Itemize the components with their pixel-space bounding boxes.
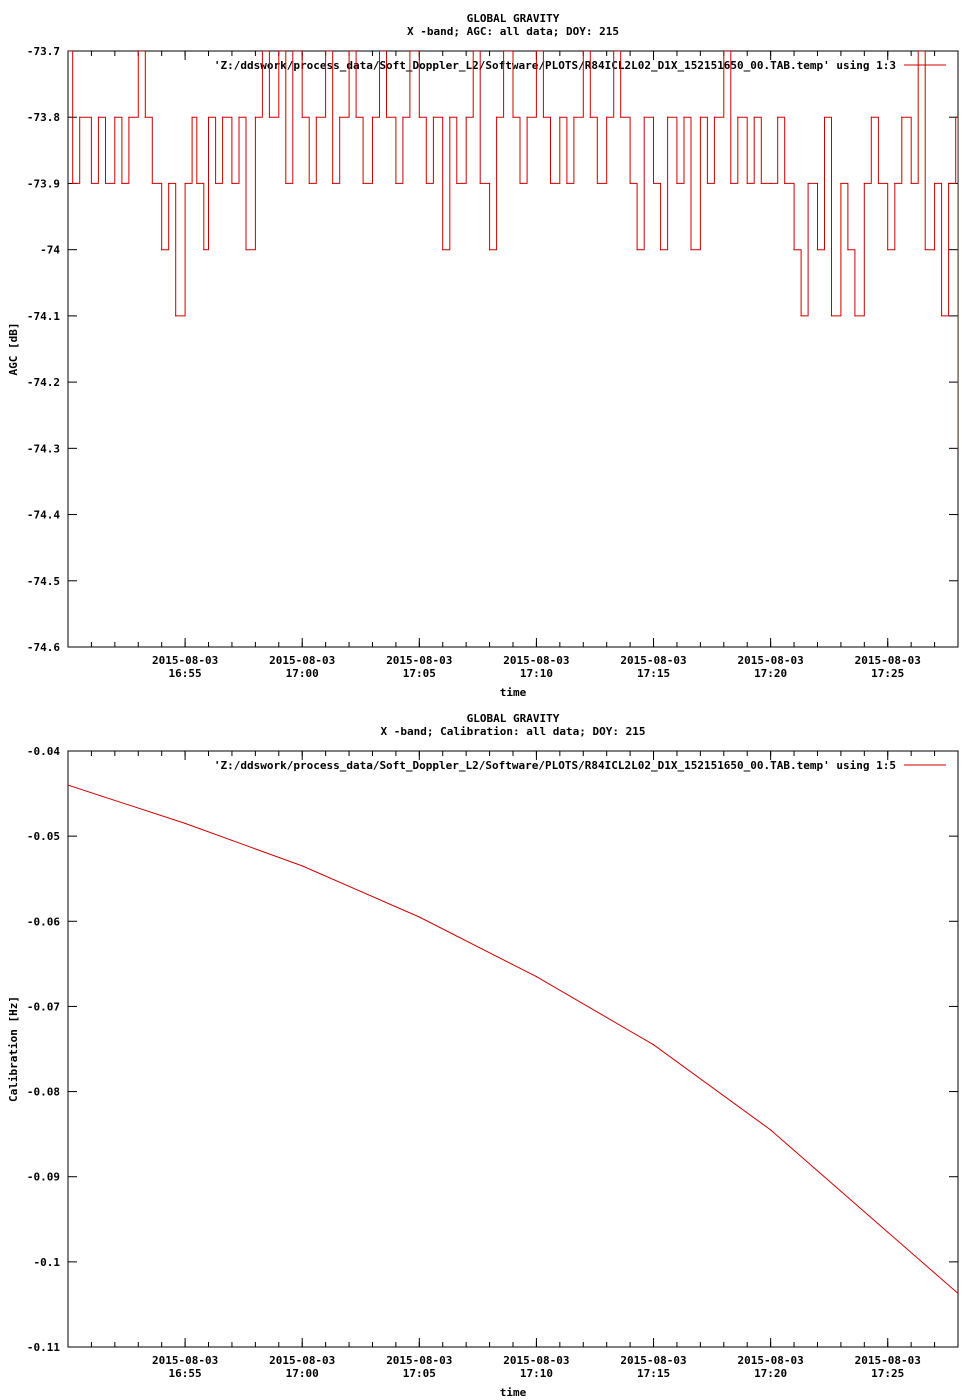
- data-point: [222, 117, 223, 118]
- data-point: [128, 117, 129, 118]
- data-point: [363, 183, 364, 184]
- data-point: [339, 117, 340, 118]
- data-point: [185, 183, 186, 184]
- data-point: [285, 183, 286, 184]
- legend-label: 'Z:/ddswork/process_data/Soft_Doppler_L2/Software/PLOTS/R84ICL2L02_D1X_152151650_00.TAB.temp' using 1:3: [213, 59, 896, 72]
- data-point: [690, 249, 691, 250]
- data-point: [91, 183, 92, 184]
- y-tick-label: -0.1: [33, 1255, 60, 1269]
- y-tick-label: -74.2: [26, 376, 60, 390]
- data-point: [145, 117, 146, 118]
- data-point: [302, 117, 303, 118]
- data-point: [419, 916, 420, 917]
- data-point: [208, 117, 209, 118]
- x-tick-date-label: 2015-08-03: [269, 654, 336, 667]
- chart-title: GLOBAL GRAVITY: [466, 712, 560, 725]
- y-tick-label: -73.7: [26, 45, 60, 58]
- data-point: [519, 183, 520, 184]
- data-point: [309, 183, 310, 184]
- data-point: [597, 183, 598, 184]
- x-axis-label: time: [499, 686, 527, 699]
- data-point: [934, 183, 935, 184]
- data-point: [777, 117, 778, 118]
- data-point: [98, 117, 99, 118]
- data-point: [941, 315, 942, 316]
- data-point: [901, 117, 902, 118]
- data-point: [887, 249, 888, 250]
- x-tick-time-label: 17:15: [636, 1367, 671, 1380]
- data-point: [196, 183, 197, 184]
- data-point: [761, 183, 762, 184]
- data-point: [121, 183, 122, 184]
- data-point: [79, 117, 80, 118]
- data-point: [175, 315, 176, 316]
- y-tick-label: -73.8: [26, 111, 60, 125]
- x-tick-date-label: 2015-08-03: [854, 1354, 921, 1367]
- x-tick-date-label: 2015-08-03: [386, 1354, 453, 1367]
- series-line: [68, 785, 958, 1293]
- chart-1: [7, 12, 959, 699]
- data-point: [168, 183, 169, 184]
- x-tick-time-label: 17:25: [871, 1367, 905, 1380]
- data-point: [894, 183, 895, 184]
- x-tick-date-label: 2015-08-03: [620, 654, 687, 667]
- chart-subtitle: X -band; AGC: all data; DOY: 215: [407, 25, 619, 38]
- data-point: [105, 183, 106, 184]
- x-tick-date-label: 2015-08-03: [854, 654, 921, 667]
- x-tick-time-label: 16:55: [168, 1367, 202, 1380]
- data-point: [395, 183, 396, 184]
- data-point: [255, 117, 256, 118]
- x-tick-time-label: 17:25: [871, 667, 905, 680]
- data-point: [269, 117, 270, 118]
- data-point: [316, 117, 317, 118]
- data-point: [955, 117, 956, 118]
- data-point: [808, 183, 809, 184]
- data-point: [231, 183, 232, 184]
- y-tick-label: -0.09: [26, 1170, 60, 1184]
- data-point: [245, 249, 246, 250]
- data-point: [161, 249, 162, 250]
- data-point: [512, 117, 513, 118]
- data-point: [854, 315, 855, 316]
- data-point: [683, 117, 684, 118]
- data-point: [526, 117, 527, 118]
- data-point: [644, 117, 645, 118]
- y-axis-label: Calibration [Hz]: [7, 996, 20, 1102]
- y-tick-label: -73.9: [26, 177, 60, 191]
- legend-label: 'Z:/ddswork/process_data/Soft_Doppler_L2/Software/PLOTS/R84ICL2L02_D1X_152151650_00.TAB.temp' using 1:5: [213, 759, 896, 772]
- data-point: [871, 117, 872, 118]
- y-tick-label: -0.04: [26, 745, 60, 758]
- x-tick-time-label: 17:10: [519, 667, 553, 680]
- y-tick-label: -0.05: [26, 830, 60, 844]
- chart-title: GLOBAL GRAVITY: [466, 12, 560, 25]
- data-point: [466, 117, 467, 118]
- data-point: [700, 117, 701, 118]
- data-point: [676, 183, 677, 184]
- x-tick-time-label: 17:20: [754, 667, 788, 680]
- plot-frame: [68, 751, 958, 1347]
- data-point: [480, 183, 481, 184]
- data-point: [606, 117, 607, 118]
- data-point: [114, 117, 115, 118]
- y-tick-label: -0.07: [26, 1000, 60, 1014]
- data-point: [784, 183, 785, 184]
- data-point: [456, 183, 457, 184]
- data-point: [238, 117, 239, 118]
- data-point: [419, 117, 420, 118]
- data-point: [653, 1044, 654, 1045]
- x-tick-date-label: 2015-08-03: [503, 1354, 570, 1367]
- x-tick-time-label: 17:05: [402, 1367, 436, 1380]
- x-tick-time-label: 17:00: [285, 1367, 319, 1380]
- data-point: [332, 183, 333, 184]
- y-tick-label: -74.4: [26, 508, 60, 522]
- data-point: [911, 183, 912, 184]
- x-tick-date-label: 2015-08-03: [269, 1354, 336, 1367]
- x-tick-date-label: 2015-08-03: [620, 1354, 687, 1367]
- data-point: [573, 117, 574, 118]
- data-point: [215, 183, 216, 184]
- x-axis-label: time: [499, 1386, 527, 1399]
- data-point: [707, 183, 708, 184]
- data-point: [800, 315, 801, 316]
- data-point: [817, 249, 818, 250]
- data-point: [840, 183, 841, 184]
- x-tick-date-label: 2015-08-03: [151, 1354, 219, 1367]
- y-axis-label: AGC [dB]: [7, 322, 20, 376]
- data-point: [442, 249, 443, 250]
- data-point: [72, 183, 73, 184]
- data-point: [550, 183, 551, 184]
- data-point: [355, 117, 356, 118]
- data-point: [925, 249, 926, 250]
- x-tick-time-label: 17:00: [285, 667, 319, 680]
- data-point: [152, 183, 153, 184]
- data-point: [637, 249, 638, 250]
- data-point: [653, 183, 654, 184]
- data-point: [630, 183, 631, 184]
- data-point: [730, 183, 731, 184]
- data-point: [831, 315, 832, 316]
- x-tick-time-label: 17:10: [519, 1367, 553, 1380]
- data-point: [878, 183, 879, 184]
- data-point: [543, 117, 544, 118]
- y-tick-label: -74: [40, 243, 60, 257]
- x-tick-time-label: 16:55: [168, 667, 202, 680]
- data-point: [824, 117, 825, 118]
- x-tick-time-label: 17:20: [754, 1367, 788, 1380]
- data-point: [747, 183, 748, 184]
- data-point: [496, 117, 497, 118]
- data-point: [386, 117, 387, 118]
- y-tick-label: -74.1: [26, 309, 60, 323]
- data-point: [948, 183, 949, 184]
- data-point: [433, 117, 434, 118]
- chart-subtitle: X -band; Calibration: all data; DOY: 215: [380, 725, 646, 738]
- data-point: [559, 117, 560, 118]
- data-point: [489, 249, 490, 250]
- chart-2: [7, 712, 959, 1399]
- data-point: [449, 117, 450, 118]
- x-tick-date-label: 2015-08-03: [503, 654, 570, 667]
- data-point: [203, 249, 204, 250]
- data-point: [372, 117, 373, 118]
- data-point: [620, 117, 621, 118]
- data-point: [185, 823, 186, 824]
- y-tick-label: -74.6: [26, 641, 60, 654]
- y-tick-label: -0.11: [26, 1341, 60, 1354]
- x-tick-date-label: 2015-08-03: [386, 654, 453, 667]
- data-point: [770, 183, 771, 184]
- data-point: [566, 183, 567, 184]
- data-point: [302, 865, 303, 866]
- data-point: [793, 249, 794, 250]
- data-point: [770, 1129, 771, 1130]
- data-point: [887, 1231, 888, 1232]
- x-tick-time-label: 17:05: [402, 667, 436, 680]
- data-point: [536, 976, 537, 977]
- data-point: [667, 117, 668, 118]
- y-tick-label: -74.3: [26, 442, 60, 456]
- data-point: [864, 183, 865, 184]
- data-point: [426, 183, 427, 184]
- data-point: [737, 117, 738, 118]
- y-tick-label: -0.08: [26, 1085, 60, 1099]
- data-point: [590, 117, 591, 118]
- y-tick-label: -0.06: [26, 915, 60, 929]
- x-tick-date-label: 2015-08-03: [151, 654, 219, 667]
- series-line: [68, 51, 958, 448]
- data-point: [714, 117, 715, 118]
- data-point: [754, 117, 755, 118]
- x-tick-date-label: 2015-08-03: [737, 1354, 804, 1367]
- data-point: [402, 117, 403, 118]
- data-point: [847, 249, 848, 250]
- data-point: [660, 249, 661, 250]
- y-tick-label: -74.5: [26, 574, 60, 588]
- data-point: [192, 117, 193, 118]
- x-tick-time-label: 17:15: [636, 667, 671, 680]
- x-tick-date-label: 2015-08-03: [737, 654, 804, 667]
